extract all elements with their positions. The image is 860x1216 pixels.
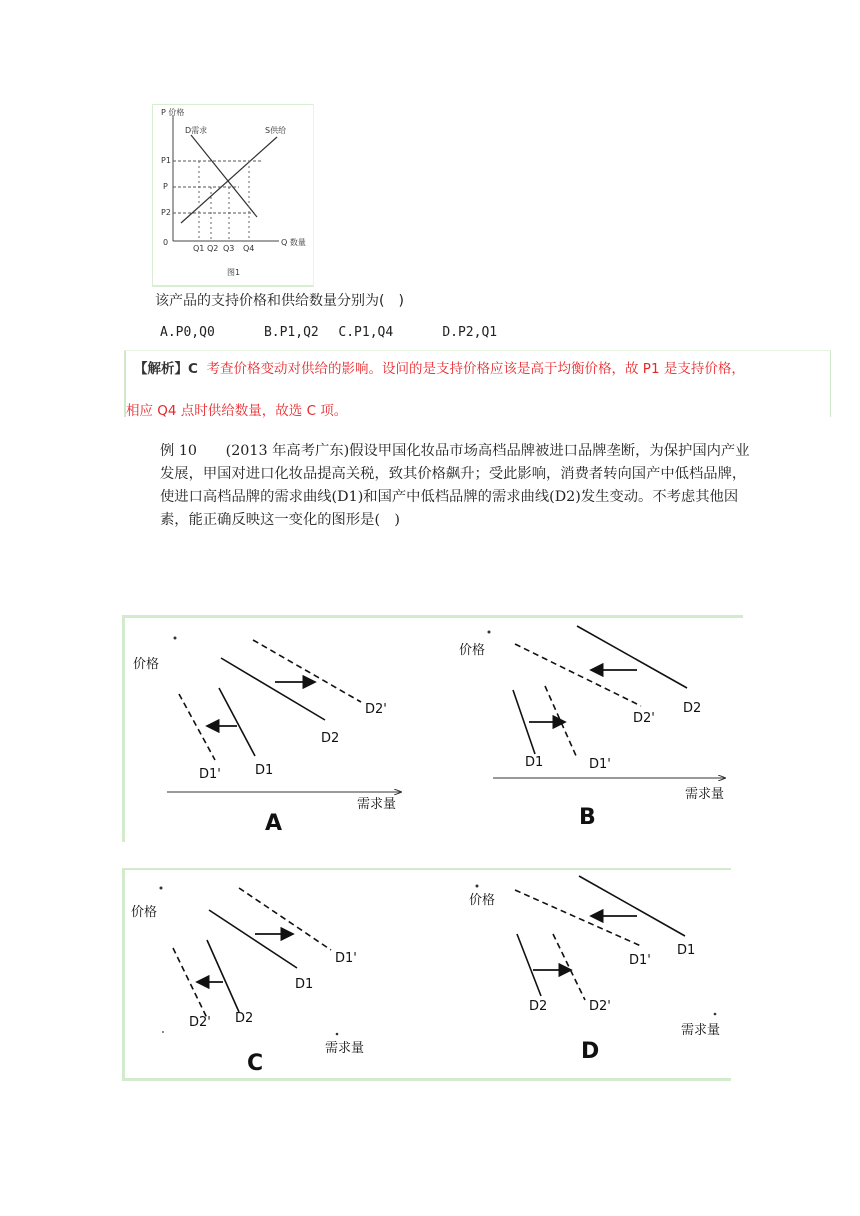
- graph-b-label-3: D2': [633, 711, 655, 726]
- option-a[interactable]: A.P0,Q0: [160, 325, 215, 340]
- options-panel-bottom: [122, 868, 731, 1081]
- graph-c-label-2: D2: [235, 1011, 254, 1026]
- graph-d-letter[interactable]: D: [581, 1039, 600, 1064]
- graph-c-d2: [207, 940, 239, 1012]
- q4-label: Q4: [243, 244, 255, 253]
- graph-b-quantity-label: 需求量: [685, 787, 725, 802]
- graph-b-label-4: D2: [683, 701, 702, 716]
- supply-curve: [181, 137, 277, 223]
- analysis-line-1: 考查价格变动对供给的影响。设问的是支持价格应该是高于均衡价格，故 P1 是支持价格，: [206, 361, 745, 377]
- question-options: [160, 325, 497, 340]
- graph-b[interactable]: [459, 626, 725, 830]
- question-text: 该产品的支持价格和供给数量分别为( ): [155, 293, 404, 309]
- supply-label: S供给: [265, 126, 287, 135]
- analysis-line-2: 相应 Q4 点时供给数量，故选 C 项。: [126, 403, 348, 419]
- graph-c-d2-prime: [173, 948, 207, 1018]
- option-b[interactable]: B.P1,Q2: [263, 325, 319, 340]
- graph-c-label-4: D1': [335, 951, 357, 966]
- graph-a-letter[interactable]: A: [265, 811, 283, 836]
- p0-label: P: [163, 182, 168, 191]
- graph-d-price-label: 价格: [469, 893, 496, 908]
- graph-a-label-4: D2': [365, 702, 387, 717]
- option-d[interactable]: D.P2,Q1: [442, 325, 498, 340]
- graph-a-d1-prime: [179, 694, 215, 760]
- graph-c-letter[interactable]: C: [247, 1051, 264, 1076]
- q2-label: Q2: [207, 244, 219, 253]
- graph-a-price-label: 价格: [133, 657, 160, 672]
- y-axis-label: P 价格: [161, 108, 185, 117]
- p1-label: P1: [161, 156, 171, 165]
- graph-c-label-3: D1: [295, 977, 314, 992]
- analysis-box: [124, 350, 831, 417]
- graph-d[interactable]: [469, 876, 720, 1064]
- example-10-text: 例 10 (2013 年高考广东)假设甲国化妆品市场高档品牌被进口品牌垄断，为保护国内产业发展，甲国对进口化妆品提高关税，致其价格飙升；受此影响，消费者转向国产中低档品牌，使进口高档品牌的需求曲线(D1)和国产中低档品牌的需求曲线(D2)发生变动。不考虑其他因素，能正确反映这一变化的图形是( ): [160, 443, 750, 528]
- graph-a-d2: [221, 658, 325, 720]
- origin-label: 0: [163, 238, 169, 247]
- analysis-tag: 【解析】C: [134, 361, 198, 377]
- graph-c-price-label: 价格: [131, 905, 158, 920]
- graph-b-d2-prime: [515, 644, 641, 706]
- graph-c[interactable]: [131, 887, 364, 1077]
- q1-label: Q1: [193, 244, 205, 253]
- graph-a-label-1: D1': [199, 767, 221, 782]
- figure-caption: 图1: [227, 268, 241, 277]
- graph-b-price-label: 价格: [459, 643, 486, 658]
- supply-demand-figure: [152, 104, 314, 287]
- graph-a-label-2: D1: [255, 763, 274, 778]
- graph-a[interactable]: [133, 637, 401, 837]
- graph-d-label-3: D1': [629, 953, 651, 968]
- graph-d-label-4: D1: [677, 943, 696, 958]
- graph-b-d2: [577, 626, 687, 688]
- graph-a-d2-prime: [253, 640, 361, 702]
- graph-d-d2-prime: [553, 934, 585, 1000]
- q3-label: Q3: [223, 244, 235, 253]
- graph-a-label-3: D2: [321, 731, 340, 746]
- options-panel-top: [122, 615, 743, 842]
- x-axis-label: Q 数量: [281, 238, 306, 247]
- graph-c-label-1: D2': [189, 1015, 211, 1030]
- demand-label: D需求: [185, 126, 208, 135]
- graph-d-d1: [579, 876, 685, 936]
- graph-c-quantity-label: 需求量: [325, 1041, 365, 1056]
- graph-d-d1-prime: [515, 890, 641, 946]
- graph-d-label-2: D2': [589, 999, 611, 1014]
- graph-b-letter[interactable]: B: [579, 805, 596, 830]
- graph-a-quantity-label: 需求量: [357, 797, 397, 812]
- graph-a-d1: [219, 688, 255, 756]
- graph-c-d1-prime: [239, 888, 331, 950]
- graph-b-label-2: D1': [589, 757, 611, 772]
- graph-b-label-1: D1: [525, 755, 544, 770]
- graph-d-quantity-label: 需求量: [681, 1023, 721, 1038]
- option-c[interactable]: C.P1,Q4: [338, 325, 394, 340]
- graph-d-label-1: D2: [529, 999, 548, 1014]
- graph-d-d2: [517, 934, 541, 996]
- p2-label: P2: [161, 208, 171, 217]
